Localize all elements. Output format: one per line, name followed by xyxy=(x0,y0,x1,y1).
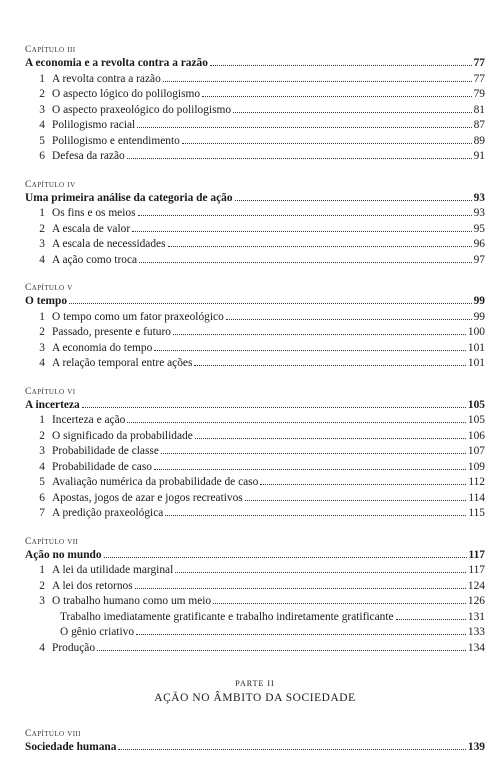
chapter-heading-row[interactable] xyxy=(25,548,485,564)
page-number: 109 xyxy=(467,460,485,473)
dot-leader xyxy=(138,215,472,216)
dot-leader xyxy=(202,96,472,97)
toc-entry[interactable] xyxy=(25,491,485,507)
entry-title: A revolta contra a razão xyxy=(52,72,161,85)
page-number: 117 xyxy=(468,564,485,576)
section-number: 4 xyxy=(39,253,45,266)
entry-title: A relação temporal entre ações xyxy=(52,357,193,369)
page-number: 115 xyxy=(468,507,485,519)
toc-entry[interactable] xyxy=(25,563,485,579)
toc-entry[interactable] xyxy=(25,579,485,595)
page-number: 105 xyxy=(467,398,485,411)
entry-title: A economia do tempo xyxy=(52,341,153,354)
entry-title: O significado da probabilidade xyxy=(52,429,193,442)
entry-title: Trabalho imediatamente gratificante e trabalho indiretamente gratificante xyxy=(60,610,394,623)
dot-leader xyxy=(139,262,472,263)
chapter-list xyxy=(25,44,485,656)
page-number: 95 xyxy=(473,222,485,235)
toc-entry[interactable] xyxy=(25,87,485,103)
entry-title: Polilogismo e entendimento xyxy=(52,134,180,147)
entry-title: Incerteza e ação xyxy=(52,414,126,426)
toc-entry[interactable] xyxy=(25,149,485,165)
dot-leader xyxy=(135,588,466,589)
chapter-label: Capítulo vii xyxy=(25,536,79,547)
entry-title: Os fins e os meios xyxy=(52,207,136,219)
section-number: 1 xyxy=(39,72,45,85)
chapter-title: Ação no mundo xyxy=(25,548,102,561)
page-number: 134 xyxy=(467,641,485,654)
page-number: 106 xyxy=(467,429,485,442)
section-number: 4 xyxy=(39,119,45,131)
part-label: PARTE II xyxy=(235,679,275,688)
toc-entry[interactable] xyxy=(25,253,485,269)
entry-title: Probabilidade de classe xyxy=(52,445,159,457)
toc-entry[interactable] xyxy=(25,325,485,341)
chapter-block xyxy=(25,282,485,372)
section-number: 4 xyxy=(39,357,45,369)
dot-leader xyxy=(69,303,472,304)
chapter-label: Capítulo viii xyxy=(25,729,81,739)
entry-title: O tempo como um fator praxeológico xyxy=(52,310,224,323)
section-number: 3 xyxy=(39,445,45,457)
section-number: 4 xyxy=(39,641,45,654)
dot-leader xyxy=(182,143,472,144)
section-number: 5 xyxy=(39,476,45,488)
dot-leader xyxy=(396,619,466,620)
entry-title: Produção xyxy=(52,641,96,654)
entry-title: O gênio criativo xyxy=(60,626,135,638)
page-number: 131 xyxy=(467,610,485,623)
chapter-title: A economia e a revolta contra a razão xyxy=(25,57,208,69)
dot-leader xyxy=(233,112,472,113)
toc-entry[interactable] xyxy=(25,237,485,253)
section-number: 3 xyxy=(39,238,45,250)
dot-leader xyxy=(154,350,466,351)
toc-entry[interactable] xyxy=(25,625,485,641)
page-number: 107 xyxy=(467,445,485,457)
chapter-heading-row[interactable] xyxy=(25,398,485,414)
section-number: 4 xyxy=(39,460,45,473)
entry-title: A escala de valor xyxy=(52,222,131,235)
section-number: 6 xyxy=(39,491,45,504)
dot-leader xyxy=(173,334,466,335)
chapter-block xyxy=(25,386,485,522)
section-number: 2 xyxy=(39,429,45,442)
entry-title: A ação como troca xyxy=(52,253,138,266)
part-heading xyxy=(25,678,485,706)
toc-entry[interactable] xyxy=(25,460,485,476)
toc-entry[interactable] xyxy=(25,118,485,134)
entry-title: Defesa da razão xyxy=(52,150,125,162)
section-number: 3 xyxy=(39,341,45,354)
page-number: 77 xyxy=(473,72,485,85)
section-number: 2 xyxy=(39,326,45,338)
dot-leader xyxy=(104,557,467,558)
entry-title: A lei dos retornos xyxy=(52,579,133,592)
toc-entry[interactable] xyxy=(25,356,485,372)
chapter-title: Uma primeira análise da categoria de ação xyxy=(25,191,233,204)
dot-leader xyxy=(210,65,472,66)
dot-leader xyxy=(97,650,466,651)
chapter-block xyxy=(25,44,485,165)
toc-entry[interactable] xyxy=(25,310,485,326)
page-number: 99 xyxy=(473,310,485,323)
page-number: 114 xyxy=(468,491,485,504)
page-number: 101 xyxy=(467,341,485,354)
chapter-label: Capítulo iv xyxy=(25,179,76,190)
entry-title: Probabilidade de caso xyxy=(52,460,152,473)
toc-entry[interactable] xyxy=(25,506,485,522)
dot-leader xyxy=(127,158,472,159)
dot-leader xyxy=(118,749,465,750)
dot-leader xyxy=(165,515,466,516)
toc-entry[interactable] xyxy=(25,134,485,150)
toc-entry[interactable] xyxy=(25,72,485,88)
entry-title: Passado, presente e futuro xyxy=(52,326,171,338)
page-number: 101 xyxy=(467,357,485,369)
toc-entry[interactable] xyxy=(25,429,485,445)
dot-leader xyxy=(213,603,466,604)
toc-entry[interactable] xyxy=(25,444,485,460)
part-title: AÇÃO NO ÂMBITO DA SOCIEDADE xyxy=(154,692,356,704)
chapter-heading-row[interactable] xyxy=(25,294,485,310)
toc-entry[interactable] xyxy=(25,475,485,491)
section-number: 6 xyxy=(39,150,45,162)
dot-leader xyxy=(154,469,466,470)
toc-entry[interactable] xyxy=(25,206,485,222)
section-number: 3 xyxy=(39,103,45,116)
entry-title: A lei da utilidade marginal xyxy=(52,564,174,576)
entry-title: O aspecto lógico do polilogismo xyxy=(52,88,201,100)
toc-entry[interactable] xyxy=(25,103,485,119)
dot-leader xyxy=(194,365,465,366)
chapter-title: Sociedade humana xyxy=(25,741,117,753)
chapter-heading-row[interactable] xyxy=(25,740,485,756)
page-number: 133 xyxy=(467,626,485,638)
section-number: 2 xyxy=(39,222,45,235)
chapter-label: Capítulo iii xyxy=(25,45,76,55)
dot-leader xyxy=(235,200,472,201)
section-number: 1 xyxy=(39,310,45,323)
page-number: 124 xyxy=(467,579,485,592)
page-number: 105 xyxy=(467,414,485,426)
page-number: 99 xyxy=(473,295,485,307)
dot-leader xyxy=(226,319,472,320)
page-number: 126 xyxy=(467,595,485,607)
page-number: 139 xyxy=(467,741,485,753)
section-number: 2 xyxy=(39,579,45,592)
entry-title: Polilogismo racial xyxy=(52,119,136,131)
section-number: 5 xyxy=(39,134,45,147)
entry-title: Avaliação numérica da probabilidade de caso xyxy=(52,476,259,488)
page-number: 87 xyxy=(473,119,485,131)
toc-entry[interactable] xyxy=(25,341,485,357)
section-number: 1 xyxy=(39,564,45,576)
dot-leader xyxy=(137,127,471,128)
page-number: 79 xyxy=(473,88,485,100)
page-number: 89 xyxy=(473,134,485,147)
page-number: 96 xyxy=(473,238,485,250)
dot-leader xyxy=(163,81,472,82)
entry-title: A predição praxeológica xyxy=(52,507,164,519)
dot-leader xyxy=(136,634,466,635)
toc-entry[interactable] xyxy=(25,413,485,429)
toc-entry[interactable] xyxy=(25,594,485,610)
chapter-block xyxy=(25,536,485,657)
page-number: 93 xyxy=(473,207,485,219)
section-number: 3 xyxy=(39,595,45,607)
section-number: 1 xyxy=(39,414,45,426)
chapter-title: O tempo xyxy=(25,295,68,307)
section-number: 2 xyxy=(39,88,45,100)
toc-entry[interactable] xyxy=(25,641,485,657)
chapter-label: Capítulo v xyxy=(25,283,73,293)
page-number: 81 xyxy=(473,103,485,116)
page-number: 112 xyxy=(468,476,485,488)
dot-leader xyxy=(82,407,466,408)
dot-leader xyxy=(127,422,466,423)
toc-entry[interactable] xyxy=(25,222,485,238)
table-of-contents xyxy=(25,44,485,770)
entry-title: O trabalho humano como um meio xyxy=(52,595,212,607)
chapter-title: A incerteza xyxy=(25,398,80,411)
dot-leader xyxy=(175,572,466,573)
chapter-heading-row[interactable] xyxy=(25,191,485,207)
chapter-label: Capítulo vi xyxy=(25,386,76,397)
page-number: 100 xyxy=(467,326,485,338)
dot-leader xyxy=(132,231,471,232)
entry-title: Apostas, jogos de azar e jogos recreativos xyxy=(52,491,243,504)
page-number: 91 xyxy=(473,150,485,162)
section-number: 7 xyxy=(39,507,45,519)
page-number: 77 xyxy=(473,57,485,69)
chapter-block xyxy=(25,179,485,269)
toc-entry[interactable] xyxy=(25,610,485,626)
dot-leader xyxy=(260,484,466,485)
section-number: 1 xyxy=(39,207,45,219)
dot-leader xyxy=(168,246,472,247)
dot-leader xyxy=(161,453,466,454)
chapter-viii xyxy=(25,728,485,756)
dot-leader xyxy=(195,438,466,439)
chapter-heading-row[interactable] xyxy=(25,56,485,72)
page-number: 97 xyxy=(473,253,485,266)
entry-title: O aspecto praxeológico do polilogismo xyxy=(52,103,232,116)
page-number: 93 xyxy=(473,191,485,204)
page-number: 117 xyxy=(468,548,485,561)
entry-title: A escala de necessidades xyxy=(52,238,166,250)
dot-leader xyxy=(245,500,467,501)
